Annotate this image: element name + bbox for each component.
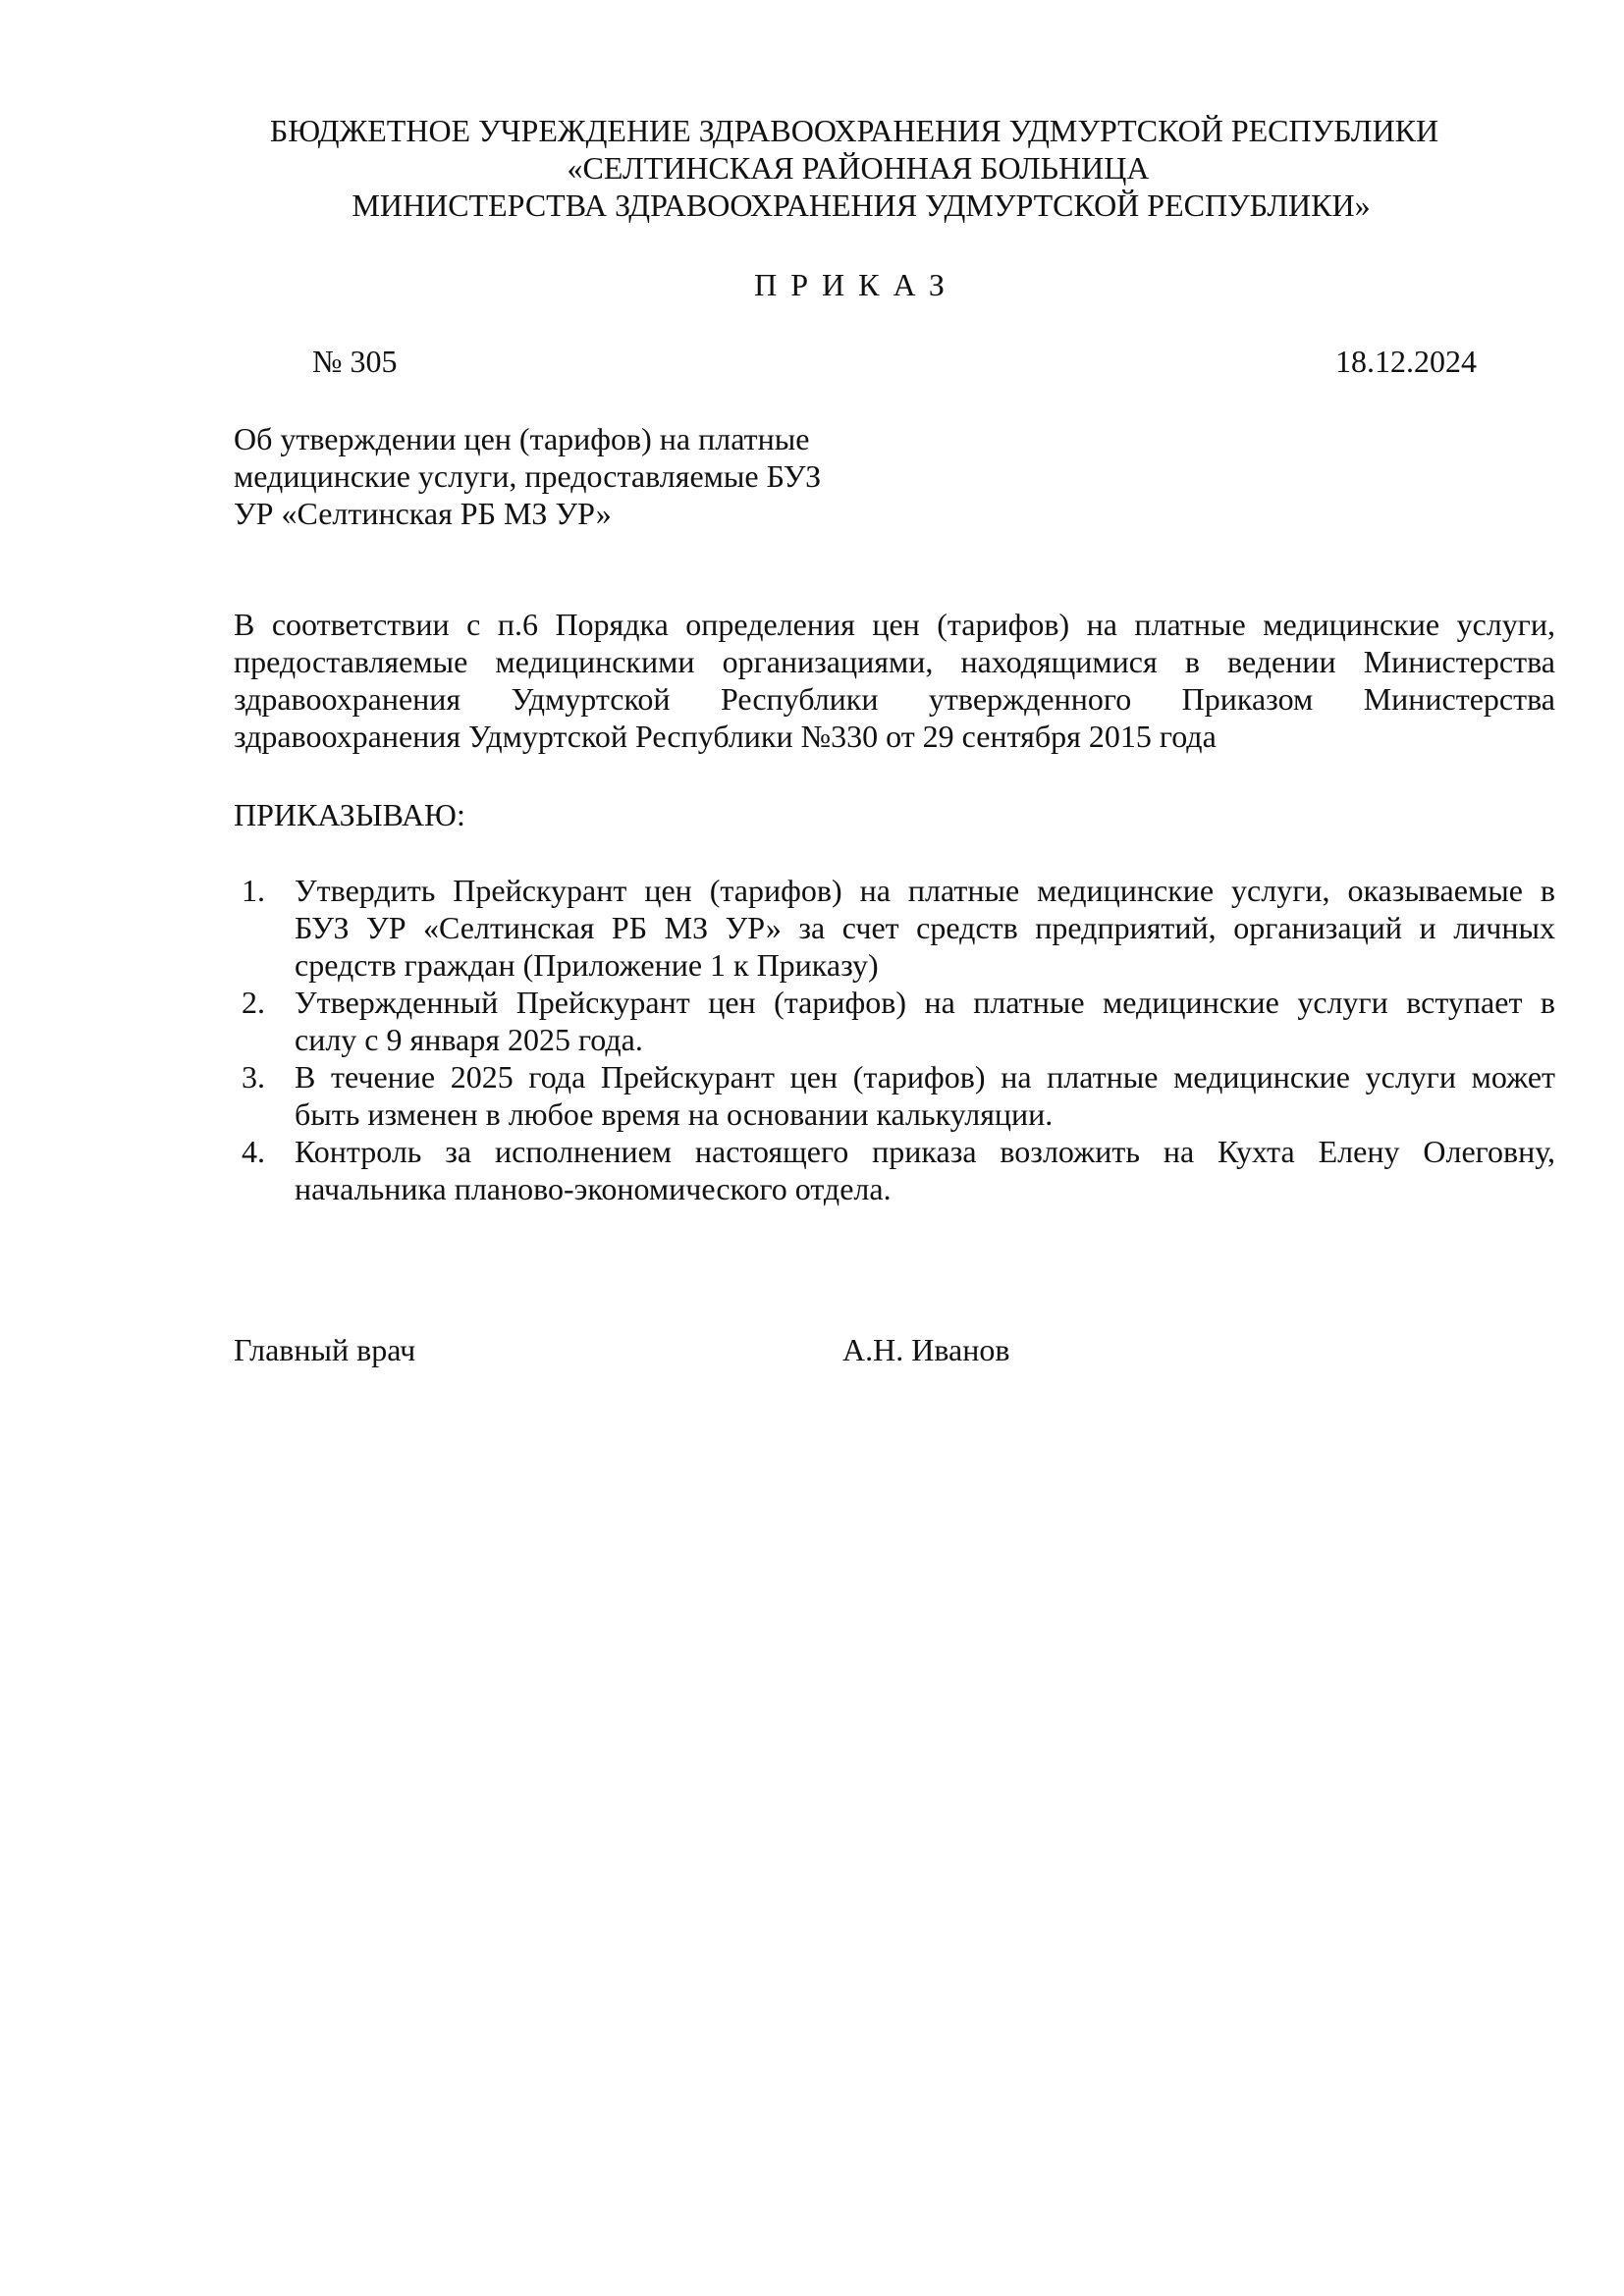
header-line-1: БЮДЖЕТНОЕ УЧРЕЖДЕНИЕ ЗДРАВООХРАНЕНИЯ УДМУРТСКОЙ РЕСПУБЛИКИ <box>269 113 1439 148</box>
organization-header <box>0 112 1624 224</box>
item-line: силу с 9 января 2025 года. <box>295 1022 643 1057</box>
preamble-paragraph <box>234 606 1555 755</box>
list-item <box>234 984 1555 1058</box>
list-item <box>234 872 1555 984</box>
preamble-line-3: здравоохранения Удмуртской Республики утвержденного Приказом Министерства <box>234 681 1555 717</box>
item-number: 1. <box>242 873 265 908</box>
subject-line-1: Об утверждении цен (тарифов) на платные <box>234 421 810 456</box>
item-number: 4. <box>242 1134 265 1169</box>
signatory-name: А.Н. Иванов <box>842 1332 1010 1367</box>
subject-line-3: УР «Селтинская РБ МЗ УР» <box>234 496 612 531</box>
preamble-line-1: В соответствии с п.6 Порядка определения цен (тарифов) на платные медицинские услуги, <box>234 607 1555 642</box>
header-line-3: МИНИСТЕРСТВА ЗДРАВООХРАНЕНИЯ УДМУРТСКОЙ РЕСПУБЛИКИ» <box>352 187 1371 223</box>
item-line: В течение 2025 года Прейскурант цен (тарифов) на платные медицинские услуги может <box>295 1059 1555 1095</box>
item-line: Утвердить Прейскурант цен (тарифов) на платные медицинские услуги, оказываемые в <box>295 873 1555 908</box>
item-line: БУЗ УР «Селтинская РБ МЗ УР» за счет средств предприятий, организаций и личных <box>295 910 1555 945</box>
preamble-line-2: предоставляемые медицинскими организациями, находящимися в ведении Министерства <box>234 644 1555 679</box>
header-line-2: «СЕЛТИНСКАЯ РАЙОННАЯ БОЛЬНИЦА <box>567 150 1150 186</box>
order-number: № 305 <box>312 344 398 379</box>
signatory-role: Главный врач <box>234 1332 416 1367</box>
item-line: Контроль за исполнением настоящего приказа возложить на Кухта Елену Олеговну, <box>295 1134 1555 1169</box>
list-item <box>234 1058 1555 1133</box>
item-line: быть изменен в любое время на основании калькуляции. <box>295 1096 1054 1132</box>
preamble-line-4: здравоохранения Удмуртской Республики №330 от 29 сентября 2015 года <box>234 719 1217 754</box>
item-number: 3. <box>242 1059 265 1095</box>
list-item <box>234 1133 1555 1207</box>
item-line: Утвержденный Прейскурант цен (тарифов) на платные медицинские услуги вступает в <box>295 985 1555 1020</box>
command-heading: ПРИКАЗЫВАЮ: <box>234 797 465 832</box>
item-number: 2. <box>242 985 265 1020</box>
item-line: средств граждан (Приложение 1 к Приказу) <box>295 947 879 983</box>
document-title: ПРИКАЗ <box>754 267 958 302</box>
order-date: 18.12.2024 <box>1335 344 1477 379</box>
order-items-list <box>234 872 1555 1207</box>
item-line: начальника планово-экономического отдела. <box>295 1171 892 1206</box>
order-subject <box>234 420 862 532</box>
subject-line-2: медицинские услуги, предоставляемые БУЗ <box>234 458 822 494</box>
